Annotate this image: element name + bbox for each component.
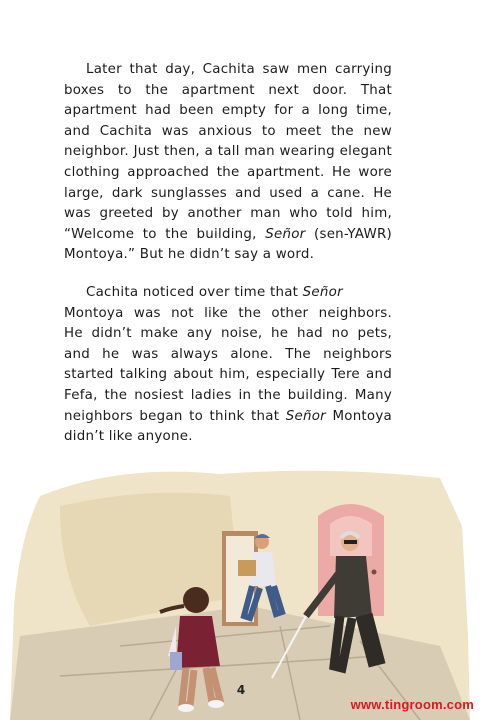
paragraph-1 (64, 60, 392, 266)
text-line: Later that day, Cachita saw men carrying (86, 62, 392, 77)
text-line: and he was always alone. The neighbors (64, 346, 392, 362)
text-line: boxes to the apartment next door. That (64, 82, 392, 98)
door-knob (372, 570, 377, 575)
doorway-light (226, 536, 254, 622)
page-number: 4 (236, 683, 246, 697)
paragraph-2 (64, 283, 392, 448)
text-line-mixed (64, 283, 392, 304)
text-line: He didn’t make any noise, he had no pets, (64, 326, 392, 342)
italic-word: Señor (302, 285, 343, 300)
text-run: “Welcome to the building, (64, 226, 266, 242)
text-line: Fefa, the nosiest ladies in the building. Many (64, 387, 392, 403)
text-line: was greeted by another man who told him, (64, 206, 392, 222)
text-line: and Cachita was anxious to meet the new (64, 123, 392, 139)
text-line-mixed (64, 407, 392, 428)
text-line: Montoya was not like the other neighbors. (64, 305, 392, 321)
text-line: Montoya.” But he didn’t say a word. (64, 247, 315, 263)
text-run: Cachita noticed over time that (86, 285, 303, 300)
text-line-mixed (64, 225, 392, 246)
text-line: clothing approached the apartment. He wore (64, 164, 392, 180)
italic-word: Señor (285, 408, 326, 424)
watermark: www.tingroom.com (350, 697, 474, 712)
text-run: neighbors began to think that (64, 408, 286, 424)
text-line: didn’t like anyone. (64, 429, 193, 445)
text-run: (sen-YAWR) (305, 226, 393, 242)
text-line: neighbor. Just then, a tall man wearing elegant (64, 144, 392, 160)
text-line: started talking about him, especially Tere and (64, 367, 392, 383)
italic-word: Señor (265, 226, 306, 242)
text-run: Montoya (325, 408, 392, 424)
hallway-illustration (0, 456, 482, 720)
text-line: large, dark sunglasses and used a cane. He (64, 185, 392, 201)
text-line: apartment had been empty for a long time, (64, 103, 392, 119)
